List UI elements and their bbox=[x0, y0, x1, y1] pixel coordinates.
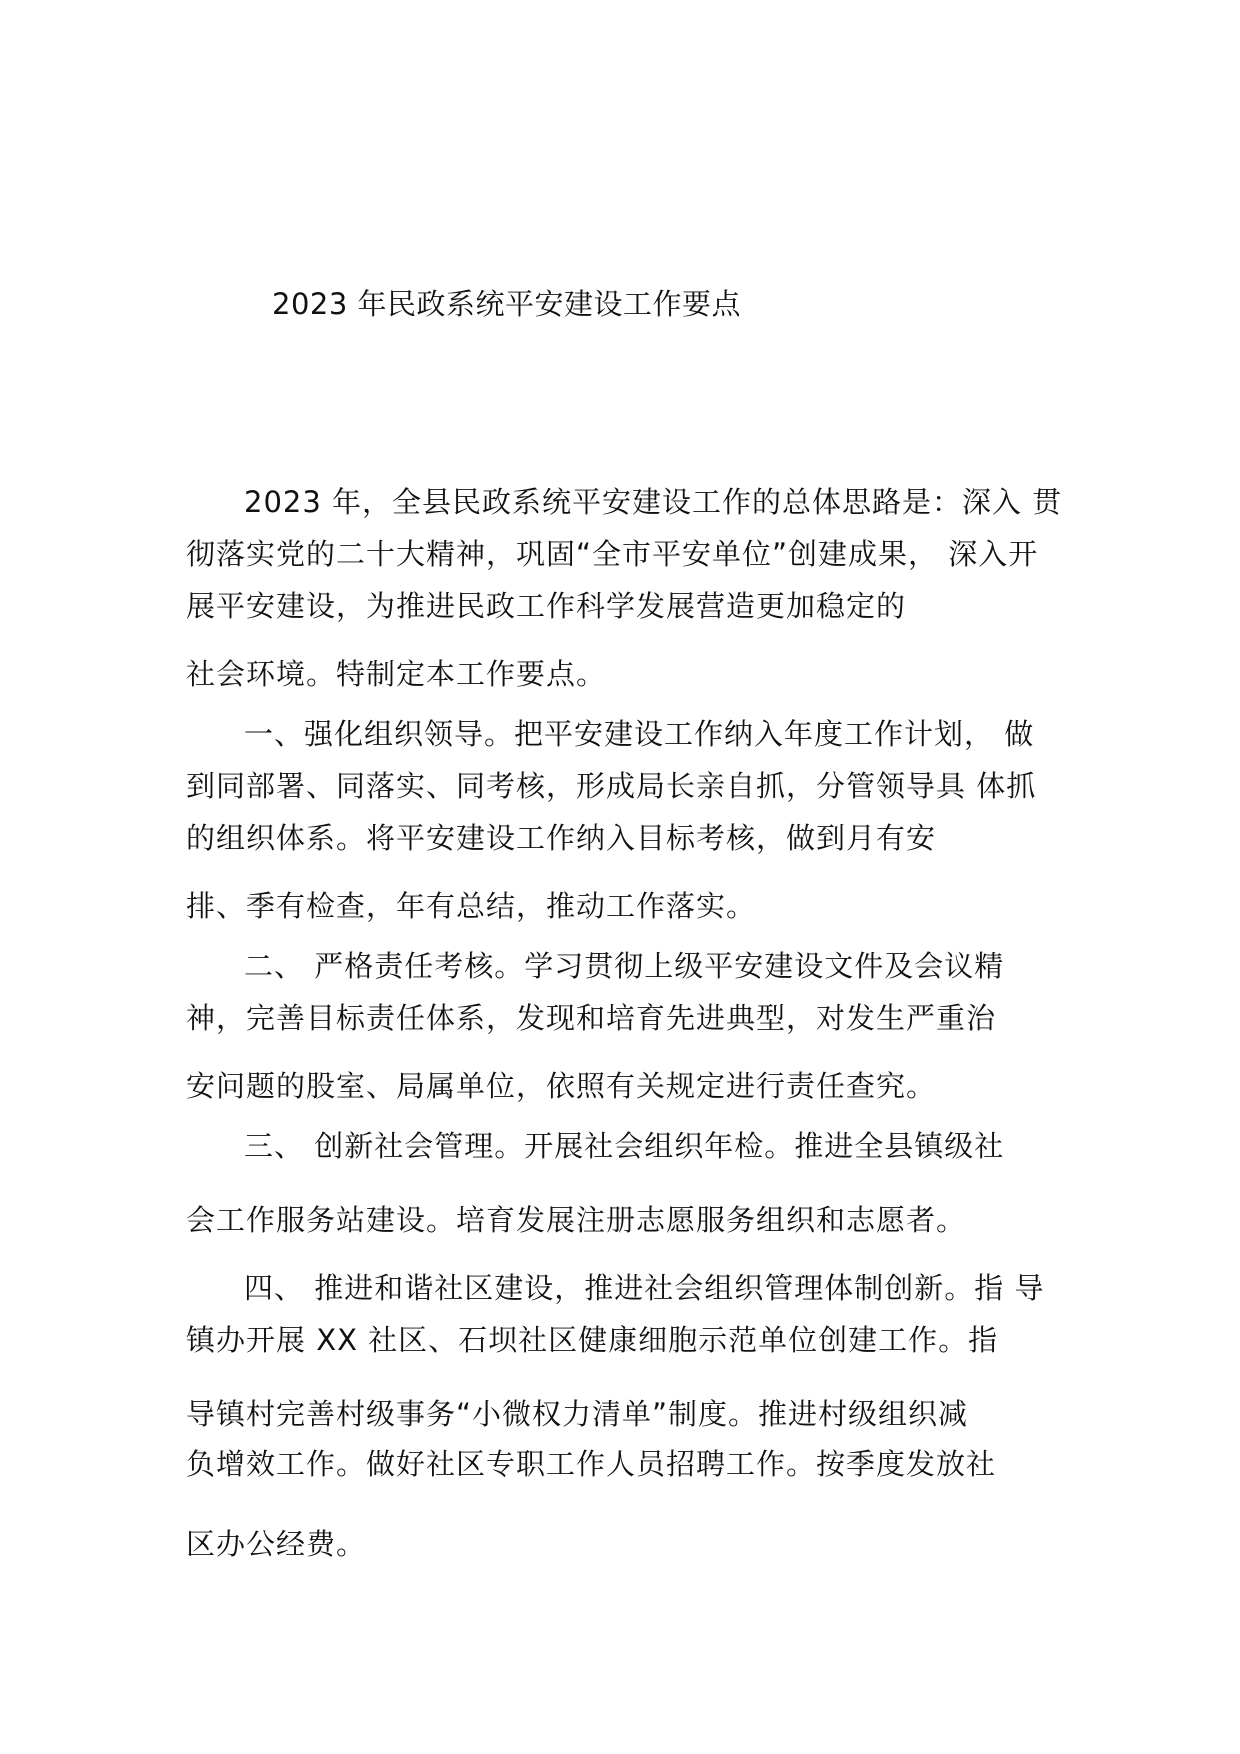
paragraph-line: 社会环境。特制定本工作要点。 bbox=[186, 657, 607, 691]
paragraph-line: 安问题的股室、局属单位，依照有关规定进行责任查究。 bbox=[186, 1069, 937, 1103]
paragraph-line: 展平安建设，为推进民政工作科学发展营造更加稳定的 bbox=[186, 589, 907, 623]
paragraph-line: 三、 创新社会管理。开展社会组织年检。推进全县镇级社 bbox=[244, 1129, 1005, 1163]
paragraph-line: 负增效工作。做好社区专职工作人员招聘工作。按季度发放社 bbox=[186, 1447, 997, 1481]
paragraph-line: 二、 严格责任考核。学习贯彻上级平安建设文件及会议精 bbox=[244, 949, 1005, 983]
paragraph-line: 的组织体系。将平安建设工作纳入目标考核，做到月有安 bbox=[186, 821, 937, 855]
paragraph-line: 2023 年，全县民政系统平安建设工作的总体思路是：深入 贯 bbox=[244, 485, 1063, 519]
paragraph-line: 镇办开展 XX 社区、石坝社区健康细胞示范单位创建工作。指 bbox=[186, 1323, 999, 1357]
paragraph-line: 到同部署、同落实、同考核，形成局长亲自抓，分管领导具 体抓 bbox=[186, 769, 1037, 803]
paragraph-line: 四、 推进和谐社区建设，推进社会组织管理体制创新。指 导 bbox=[244, 1271, 1045, 1305]
paragraph-line: 一、强化组织领导。把平安建设工作纳入年度工作计划， 做 bbox=[244, 717, 1035, 751]
paragraph-line: 排、季有检查，年有总结，推动工作落实。 bbox=[186, 889, 757, 923]
paragraph-line: 会工作服务站建设。培育发展注册志愿服务组织和志愿者。 bbox=[186, 1203, 967, 1237]
paragraph-line: 区办公经费。 bbox=[186, 1527, 367, 1561]
paragraph-line: 彻落实党的二十大精神，巩固“全市平安单位”创建成果， 深入开 bbox=[186, 537, 1039, 571]
document-title: 2023 年民政系统平安建设工作要点 bbox=[272, 287, 742, 321]
paragraph-line: 神，完善目标责任体系，发现和培育先进典型，对发生严重治 bbox=[186, 1001, 997, 1035]
paragraph-line: 导镇村完善村级事务“小微权力清单”制度。推进村级组织减 bbox=[186, 1397, 969, 1431]
